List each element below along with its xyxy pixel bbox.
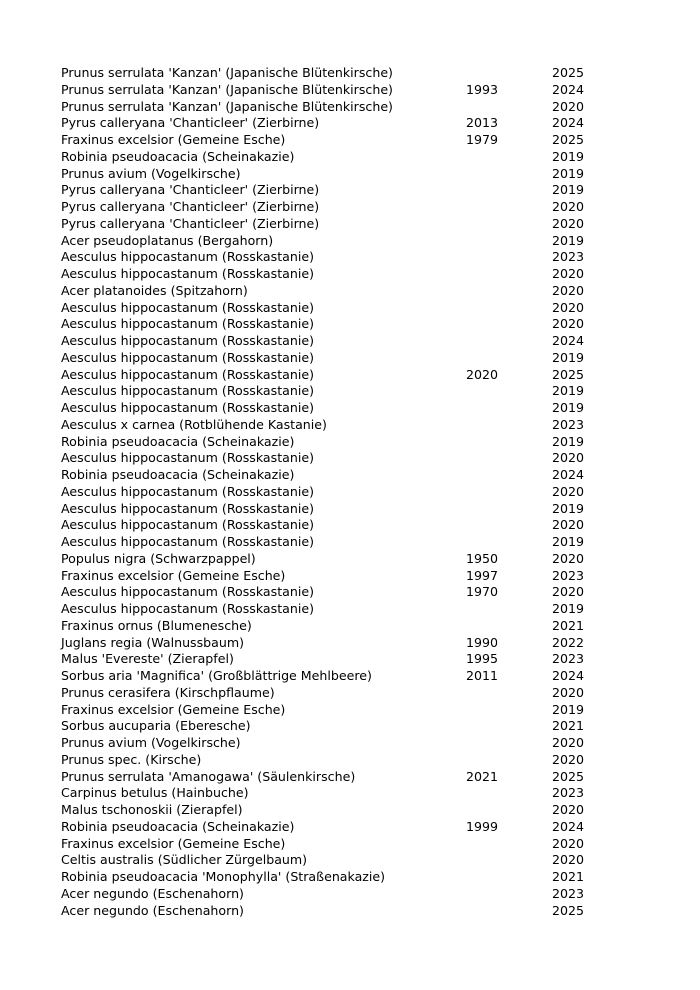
inspection-year-cell: 2020 — [552, 450, 585, 466]
species-cell: Aesculus hippocastanum (Rosskastanie) — [61, 333, 314, 348]
table-row — [61, 534, 601, 551]
inspection-year-cell: 2025 — [552, 132, 585, 147]
inspection-year-cell: 2019 — [552, 148, 585, 164]
species-cell: Aesculus hippocastanum (Rosskastanie) — [61, 450, 314, 466]
table-row — [61, 718, 601, 735]
species-cell: Prunus spec. (Kirsche) — [61, 751, 202, 767]
inspection-year-cell: 2019 — [552, 601, 585, 616]
inspection-year-cell: 2024 — [552, 115, 585, 131]
inspection-year-cell: 2020 — [552, 550, 585, 566]
inspection-year-cell: 2023 — [552, 249, 585, 265]
table-row — [61, 249, 601, 266]
species-cell: Acer pseudoplatanus (Bergahorn) — [61, 232, 274, 248]
inspection-year-cell: 2020 — [552, 835, 585, 851]
species-cell: Prunus serrulata 'Kanzan' (Japanische Blütenkirsche) — [61, 81, 393, 97]
table-row — [61, 869, 601, 886]
table-row — [61, 417, 601, 434]
species-cell: Prunus serrulata 'Kanzan' (Japanische Blütenkirsche) — [61, 98, 393, 114]
species-cell: Populus nigra (Schwarzpappel) — [61, 550, 256, 566]
inspection-year-cell: 2024 — [552, 81, 585, 97]
table-row — [61, 601, 601, 618]
species-cell: Aesculus hippocastanum (Rosskastanie) — [61, 483, 314, 499]
table-row — [61, 149, 601, 166]
species-cell: Robinia pseudoacacia 'Monophylla' (Straßenakazie) — [61, 869, 386, 884]
species-cell: Fraxinus excelsior (Gemeine Esche) — [61, 835, 286, 851]
species-cell: Fraxinus excelsior (Gemeine Esche) — [61, 132, 286, 147]
species-cell: Robinia pseudoacacia (Scheinakazie) — [61, 433, 295, 449]
inspection-year-cell: 2020 — [552, 199, 585, 214]
table-row — [61, 99, 601, 116]
table-row — [61, 836, 601, 853]
inspection-year-cell: 2019 — [552, 433, 585, 449]
inspection-year-cell: 2024 — [552, 333, 585, 348]
species-cell: Aesculus hippocastanum (Rosskastanie) — [61, 316, 314, 332]
inspection-year-cell: 2020 — [552, 517, 585, 533]
planted-year-cell: 2020 — [466, 366, 499, 382]
table-row — [61, 517, 601, 534]
species-cell: Fraxinus excelsior (Gemeine Esche) — [61, 567, 286, 583]
table-row — [61, 300, 601, 317]
table-row — [61, 367, 601, 384]
inspection-year-cell: 2019 — [552, 400, 585, 415]
species-cell: Sorbus aucuparia (Eberesche) — [61, 718, 251, 734]
inspection-year-cell: 2019 — [552, 182, 585, 198]
table-row — [61, 199, 601, 216]
table-row — [61, 182, 601, 199]
species-cell: Aesculus hippocastanum (Rosskastanie) — [61, 383, 314, 399]
planted-year-cell: 1990 — [466, 634, 499, 650]
inspection-year-cell: 2024 — [552, 668, 585, 683]
planted-year-cell: 1995 — [466, 651, 499, 667]
species-cell: Malus tschonoskii (Zierapfel) — [61, 802, 243, 817]
inspection-year-cell: 2025 — [552, 65, 585, 80]
inspection-year-cell: 2023 — [552, 885, 585, 901]
planted-year-cell: 1970 — [466, 584, 499, 600]
table-row — [61, 752, 601, 769]
species-cell: Aesculus hippocastanum (Rosskastanie) — [61, 517, 314, 533]
tree-list-table — [61, 65, 601, 919]
planted-year-cell: 2013 — [466, 115, 499, 131]
inspection-year-cell: 2019 — [552, 701, 585, 717]
inspection-year-cell: 2020 — [552, 751, 585, 767]
species-cell: Celtis australis (Südlicher Zürgelbaum) — [61, 852, 308, 868]
table-row — [61, 350, 601, 367]
inspection-year-cell: 2019 — [552, 232, 585, 248]
table-row — [61, 216, 601, 233]
inspection-year-cell: 2020 — [552, 215, 585, 231]
table-row — [61, 618, 601, 635]
species-cell: Prunus avium (Vogelkirsche) — [61, 165, 241, 181]
table-row — [61, 132, 601, 149]
species-cell: Aesculus hippocastanum (Rosskastanie) — [61, 500, 314, 516]
table-row — [61, 266, 601, 283]
table-row — [61, 82, 601, 99]
inspection-year-cell: 2021 — [552, 869, 585, 884]
table-row — [61, 635, 601, 652]
table-row — [61, 551, 601, 568]
inspection-year-cell: 2021 — [552, 617, 585, 633]
inspection-year-cell: 2019 — [552, 383, 585, 399]
table-row — [61, 484, 601, 501]
planted-year-cell: 1993 — [466, 81, 499, 97]
species-cell: Robinia pseudoacacia (Scheinakazie) — [61, 818, 295, 834]
inspection-year-cell: 2020 — [552, 735, 585, 750]
table-row — [61, 668, 601, 685]
table-row — [61, 903, 601, 920]
inspection-year-cell: 2020 — [552, 266, 585, 281]
species-cell: Aesculus hippocastanum (Rosskastanie) — [61, 534, 314, 549]
species-cell: Prunus serrulata 'Amanogawa' (Säulenkirsche) — [61, 768, 356, 784]
species-cell: Aesculus hippocastanum (Rosskastanie) — [61, 266, 314, 281]
species-cell: Carpinus betulus (Hainbuche) — [61, 785, 249, 801]
table-row — [61, 685, 601, 702]
inspection-year-cell: 2024 — [552, 467, 585, 482]
inspection-year-cell: 2025 — [552, 768, 585, 784]
inspection-year-cell: 2020 — [552, 852, 585, 868]
inspection-year-cell: 2025 — [552, 366, 585, 382]
inspection-year-cell: 2019 — [552, 165, 585, 181]
species-cell: Pyrus calleryana 'Chanticleer' (Zierbirne) — [61, 215, 320, 231]
table-row — [61, 434, 601, 451]
inspection-year-cell: 2022 — [552, 634, 585, 650]
table-row — [61, 651, 601, 668]
inspection-year-cell: 2023 — [552, 567, 585, 583]
species-cell: Acer negundo (Eschenahorn) — [61, 885, 244, 901]
table-row — [61, 735, 601, 752]
inspection-year-cell: 2020 — [552, 98, 585, 114]
table-row — [61, 400, 601, 417]
table-row — [61, 115, 601, 132]
species-cell: Aesculus hippocastanum (Rosskastanie) — [61, 299, 314, 315]
species-cell: Fraxinus ornus (Blumenesche) — [61, 617, 252, 633]
inspection-year-cell: 2020 — [552, 684, 585, 700]
species-cell: Robinia pseudoacacia (Scheinakazie) — [61, 148, 295, 164]
species-cell: Prunus cerasifera (Kirschpflaume) — [61, 684, 275, 700]
table-row — [61, 802, 601, 819]
species-cell: Pyrus calleryana 'Chanticleer' (Zierbirne) — [61, 199, 320, 214]
inspection-year-cell: 2023 — [552, 416, 585, 432]
table-row — [61, 316, 601, 333]
table-row — [61, 283, 601, 300]
planted-year-cell: 1999 — [466, 818, 499, 834]
table-row — [61, 568, 601, 585]
table-row — [61, 702, 601, 719]
species-cell: Juglans regia (Walnussbaum) — [61, 634, 245, 650]
table-row — [61, 584, 601, 601]
inspection-year-cell: 2023 — [552, 651, 585, 667]
species-cell: Sorbus aria 'Magnifica' (Großblättrige Mehlbeere) — [61, 668, 372, 683]
inspection-year-cell: 2019 — [552, 349, 585, 365]
species-cell: Aesculus hippocastanum (Rosskastanie) — [61, 349, 314, 365]
inspection-year-cell: 2020 — [552, 483, 585, 499]
species-cell: Prunus avium (Vogelkirsche) — [61, 735, 241, 750]
species-cell: Acer negundo (Eschenahorn) — [61, 902, 244, 918]
table-row — [61, 819, 601, 836]
table-row — [61, 450, 601, 467]
inspection-year-cell: 2019 — [552, 534, 585, 549]
inspection-year-cell: 2021 — [552, 718, 585, 734]
table-row — [61, 65, 601, 82]
inspection-year-cell: 2020 — [552, 282, 585, 298]
species-cell: Robinia pseudoacacia (Scheinakazie) — [61, 467, 295, 482]
species-cell: Prunus serrulata 'Kanzan' (Japanische Blütenkirsche) — [61, 65, 393, 80]
species-cell: Aesculus hippocastanum (Rosskastanie) — [61, 584, 314, 600]
planted-year-cell: 1997 — [466, 567, 499, 583]
table-row — [61, 886, 601, 903]
table-row — [61, 467, 601, 484]
inspection-year-cell: 2025 — [552, 902, 585, 918]
table-row — [61, 383, 601, 400]
species-cell: Pyrus calleryana 'Chanticleer' (Zierbirne) — [61, 115, 320, 131]
inspection-year-cell: 2020 — [552, 584, 585, 600]
planted-year-cell: 2011 — [466, 668, 499, 683]
inspection-year-cell: 2020 — [552, 802, 585, 817]
planted-year-cell: 1950 — [466, 550, 499, 566]
species-cell: Aesculus x carnea (Rotblühende Kastanie) — [61, 416, 327, 432]
table-row — [61, 501, 601, 518]
inspection-year-cell: 2019 — [552, 500, 585, 516]
species-cell: Aesculus hippocastanum (Rosskastanie) — [61, 249, 314, 265]
table-row — [61, 785, 601, 802]
species-cell: Pyrus calleryana 'Chanticleer' (Zierbirne) — [61, 182, 320, 198]
species-cell: Fraxinus excelsior (Gemeine Esche) — [61, 701, 286, 717]
planted-year-cell: 1979 — [466, 132, 499, 147]
inspection-year-cell: 2024 — [552, 818, 585, 834]
species-cell: Aesculus hippocastanum (Rosskastanie) — [61, 366, 314, 382]
planted-year-cell: 2021 — [466, 768, 499, 784]
table-row — [61, 769, 601, 786]
inspection-year-cell: 2020 — [552, 316, 585, 332]
species-cell: Malus 'Evereste' (Zierapfel) — [61, 651, 234, 667]
species-cell: Aesculus hippocastanum (Rosskastanie) — [61, 400, 314, 415]
species-cell: Aesculus hippocastanum (Rosskastanie) — [61, 601, 314, 616]
inspection-year-cell: 2023 — [552, 785, 585, 801]
table-row — [61, 333, 601, 350]
table-row — [61, 166, 601, 183]
table-row — [61, 233, 601, 250]
table-row — [61, 852, 601, 869]
species-cell: Acer platanoides (Spitzahorn) — [61, 282, 248, 298]
inspection-year-cell: 2020 — [552, 299, 585, 315]
